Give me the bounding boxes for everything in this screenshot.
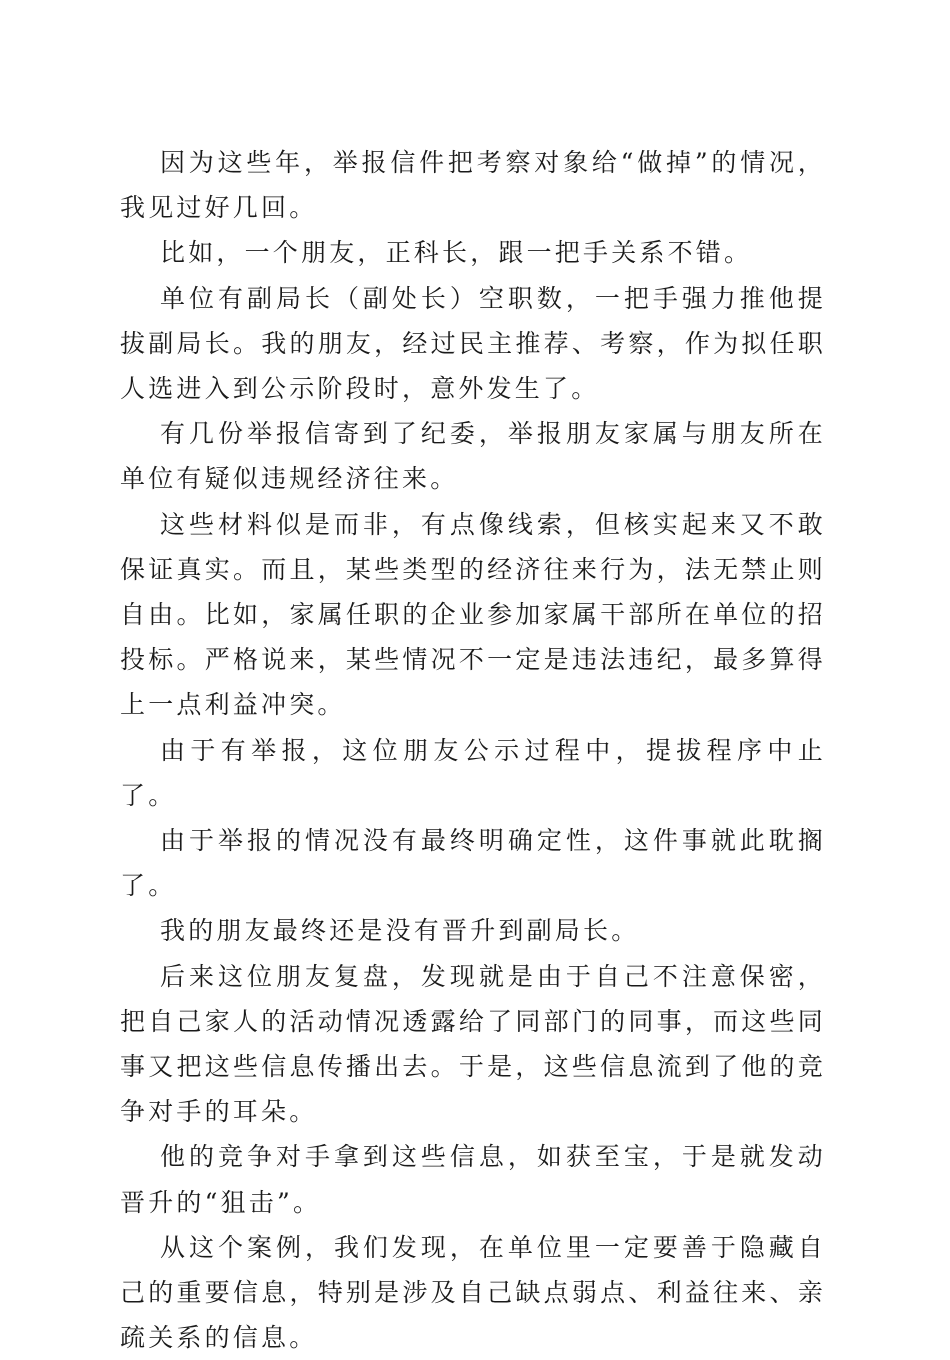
paragraph: 因为这些年，举报信件把考察对象给“做掉”的情况，我见过好几回。 bbox=[120, 148, 826, 223]
paragraph: 我的朋友最终还是没有晋升到副局长。 bbox=[160, 916, 640, 946]
document-body bbox=[120, 140, 826, 1360]
paragraph: 这些材料似是而非，有点像线索，但核实起来又不敢保证真实。而且，某些类型的经济往来行为，法无禁止则自由。比如，家属任职的企业参加家属干部所在单位的招投标。严格说来，某些情况不一定是违法违纪，最多算得上一点利益冲突。 bbox=[120, 509, 826, 720]
paragraph: 单位有副局长（副处长）空职数，一把手强力推他提拔副局长。我的朋友，经过民主推荐、考察，作为拟任职人选进入到公示阶段时，意外发生了。 bbox=[120, 283, 826, 404]
paragraph: 由于有举报，这位朋友公示过程中，提拔程序中止了。 bbox=[120, 735, 826, 810]
paragraph: 从这个案例，我们发现，在单位里一定要善于隐藏自己的重要信息，特别是涉及自己缺点弱点、利益往来、亲疏关系的信息。 bbox=[120, 1232, 826, 1353]
paragraph: 有几份举报信寄到了纪委，举报朋友家属与朋友所在单位有疑似违规经济往来。 bbox=[120, 419, 826, 494]
paragraph: 他的竞争对手拿到这些信息，如获至宝，于是就发动晋升的“狙击”。 bbox=[120, 1142, 826, 1217]
paragraph: 由于举报的情况没有最终明确定性，这件事就此耽搁了。 bbox=[120, 826, 826, 901]
paragraph: 后来这位朋友复盘，发现就是由于自己不注意保密，把自己家人的活动情况透露给了同部门的同事，而这些同事又把这些信息传播出去。于是，这些信息流到了他的竞争对手的耳朵。 bbox=[120, 961, 826, 1127]
paragraph: 比如，一个朋友，正科长，跟一把手关系不错。 bbox=[160, 238, 753, 268]
